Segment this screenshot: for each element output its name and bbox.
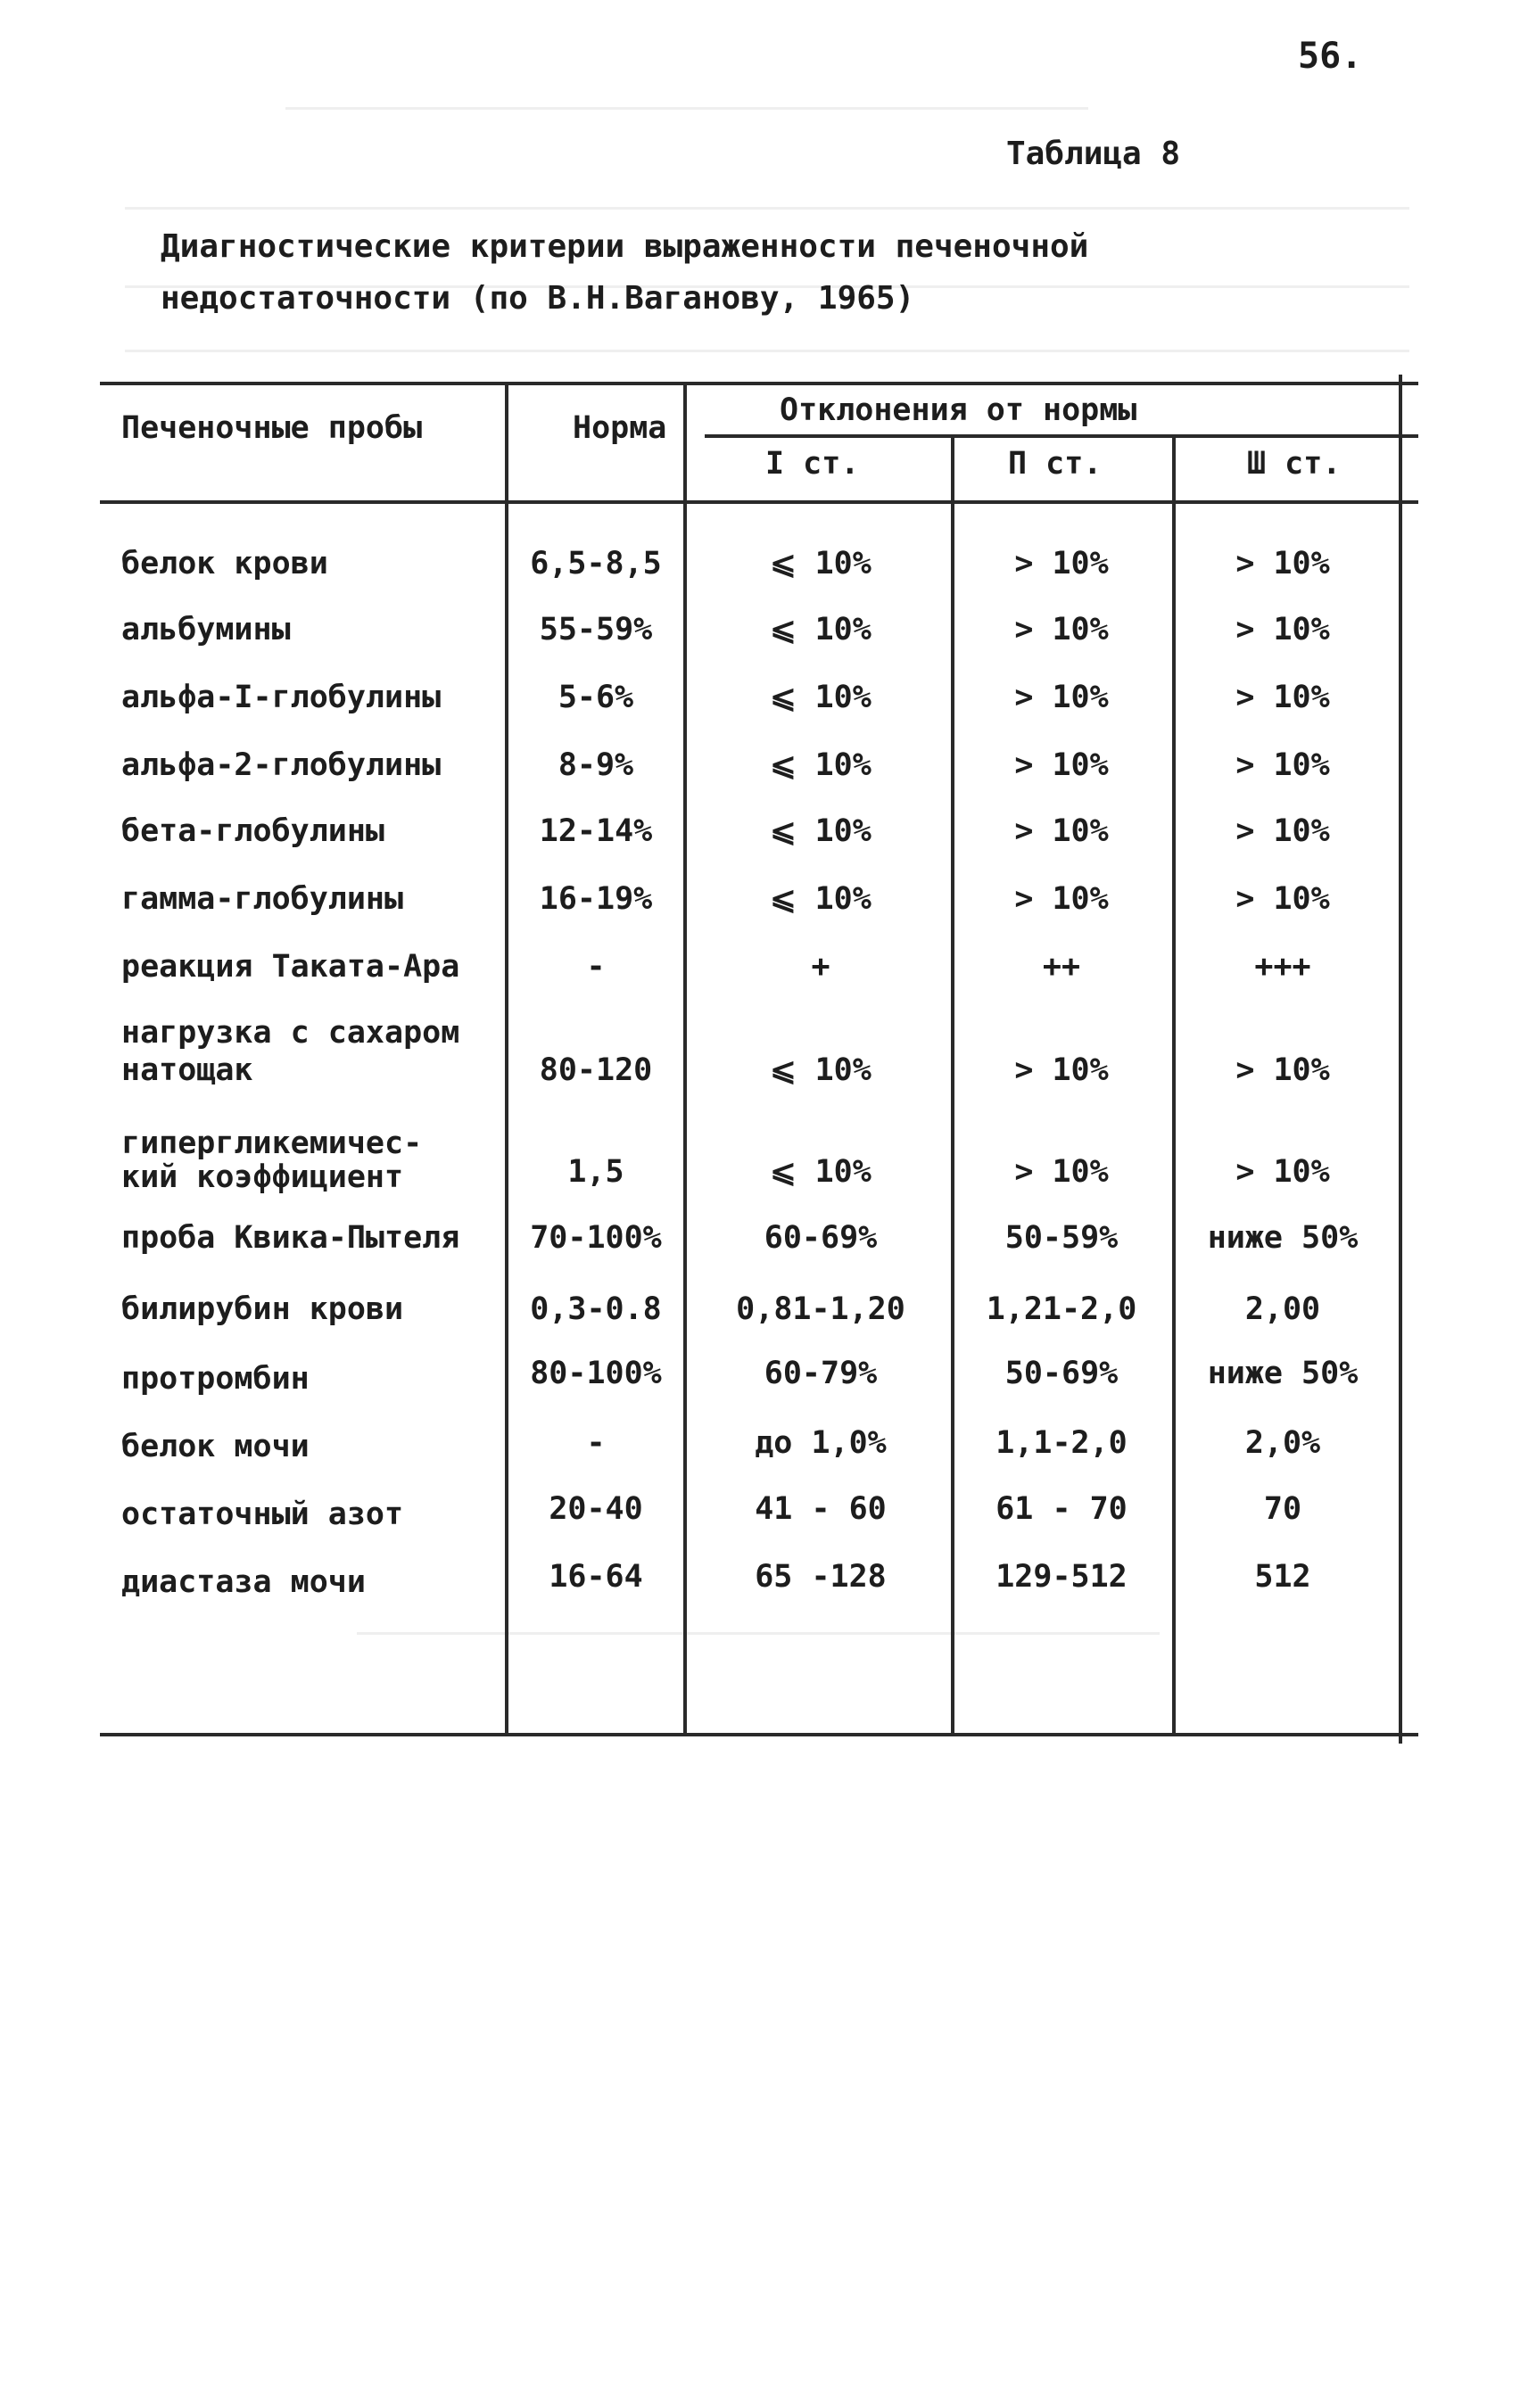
- row-degree-2: 61 - 70: [995, 1491, 1128, 1527]
- page-number: 56.: [1298, 36, 1363, 77]
- table-bottom-rule: [100, 1733, 1418, 1736]
- row-norm: -: [586, 1425, 606, 1461]
- row-degree-3: 70: [1263, 1491, 1302, 1527]
- row-test: альбумины: [121, 612, 291, 647]
- row-test-continued: кий коэффициент: [121, 1159, 404, 1195]
- row-norm: 12-14%: [539, 813, 653, 849]
- row-test: альфа-I-глобулины: [121, 680, 442, 715]
- row-test: гипергликемичес-: [121, 1126, 423, 1161]
- row-norm: 80-120: [539, 1052, 653, 1088]
- row-test: реакция Таката-Ара: [121, 949, 460, 985]
- row-degree-2: 1,21-2,0: [986, 1291, 1137, 1327]
- row-degree-2: > 10%: [1014, 1154, 1109, 1190]
- row-norm: 8-9%: [558, 747, 634, 783]
- row-degree-1: ⩽ 10%: [770, 680, 872, 715]
- table-top-rule: [100, 382, 1418, 385]
- row-degree-3: > 10%: [1235, 1052, 1330, 1088]
- row-test: проба Квика-Пытеля: [121, 1220, 460, 1256]
- row-degree-3: > 10%: [1235, 747, 1330, 783]
- row-norm: 70-100%: [530, 1220, 662, 1256]
- table-label: Таблица 8: [1006, 136, 1181, 172]
- row-degree-1: ⩽ 10%: [770, 612, 872, 647]
- row-degree-2: > 10%: [1014, 813, 1109, 849]
- row-degree-2: 129-512: [995, 1559, 1128, 1595]
- row-degree-3: > 10%: [1235, 612, 1330, 647]
- row-norm: 20-40: [549, 1491, 643, 1527]
- row-test: белок крови: [121, 546, 328, 581]
- row-test: протромбин: [121, 1361, 310, 1397]
- row-degree-3: +++: [1254, 949, 1311, 985]
- row-norm: 16-64: [549, 1559, 643, 1595]
- row-degree-3: > 10%: [1235, 1154, 1330, 1190]
- row-degree-2: 50-69%: [1004, 1356, 1119, 1391]
- row-norm: 55-59%: [539, 612, 653, 647]
- header-norm: Норма: [573, 410, 667, 446]
- row-degree-2: 1,1-2,0: [995, 1425, 1128, 1461]
- deviation-header-rule: [705, 434, 1418, 438]
- row-degree-1: 60-79%: [764, 1356, 878, 1391]
- row-norm: 80-100%: [530, 1356, 662, 1391]
- row-test: белок мочи: [121, 1429, 310, 1464]
- row-degree-2: ++: [1042, 949, 1081, 985]
- table-caption: [161, 221, 1088, 325]
- row-degree-1: 0,81-1,20: [736, 1291, 905, 1327]
- row-degree-3: > 10%: [1235, 680, 1330, 715]
- row-test-continued: натощак: [121, 1052, 253, 1088]
- header-degree-3: Ш ст.: [1247, 446, 1342, 482]
- header-deviation: Отклонения от нормы: [780, 392, 1137, 428]
- row-test: нагрузка с сахаром: [121, 1015, 460, 1051]
- row-degree-3: > 10%: [1235, 813, 1330, 849]
- row-degree-1: +: [811, 949, 830, 985]
- row-degree-3: 512: [1254, 1559, 1311, 1595]
- caption-line-1: Диагностические критерии выраженности печеночной: [161, 228, 1089, 265]
- header-degree-2: П ст.: [1008, 446, 1103, 482]
- row-test: бета-глобулины: [121, 813, 385, 849]
- row-degree-2: > 10%: [1014, 612, 1109, 647]
- row-test: диастаза мочи: [121, 1564, 366, 1600]
- row-degree-1: 41 - 60: [755, 1491, 887, 1527]
- row-test: альфа-2-глобулины: [121, 747, 442, 783]
- bleed-through-texture: [357, 1632, 1160, 1635]
- row-test: остаточный азот: [121, 1497, 404, 1532]
- row-degree-3: ниже 50%: [1207, 1220, 1359, 1256]
- row-norm: 1,5: [567, 1154, 624, 1190]
- row-degree-2: 50-59%: [1004, 1220, 1119, 1256]
- row-test: гамма-глобулины: [121, 881, 404, 917]
- bleed-through-texture: [125, 207, 1409, 210]
- row-degree-3: 2,0%: [1244, 1425, 1321, 1461]
- row-degree-1: ⩽ 10%: [770, 881, 872, 917]
- row-degree-1: ⩽ 10%: [770, 747, 872, 783]
- header-degree-1: I ст.: [765, 446, 860, 482]
- row-norm: -: [586, 949, 606, 985]
- row-degree-3: > 10%: [1235, 546, 1330, 581]
- header-tests: Печеночные пробы: [121, 410, 423, 446]
- row-degree-2: > 10%: [1014, 546, 1109, 581]
- row-degree-1: ⩽ 10%: [770, 1154, 872, 1190]
- bleed-through-texture: [285, 107, 1088, 110]
- row-degree-3: > 10%: [1235, 881, 1330, 917]
- row-norm: 5-6%: [558, 680, 634, 715]
- caption-line-2: недостаточности (по В.Н.Ваганову, 1965): [161, 280, 915, 317]
- row-degree-3: 2,00: [1244, 1291, 1321, 1327]
- row-norm: 16-19%: [539, 881, 653, 917]
- row-degree-1: ⩽ 10%: [770, 813, 872, 849]
- row-degree-1: 60-69%: [764, 1220, 878, 1256]
- row-degree-1: ⩽ 10%: [770, 1052, 872, 1088]
- row-degree-1: ⩽ 10%: [770, 546, 872, 581]
- bleed-through-texture: [125, 350, 1409, 352]
- row-degree-2: > 10%: [1014, 747, 1109, 783]
- row-degree-2: > 10%: [1014, 881, 1109, 917]
- row-test: билирубин крови: [121, 1291, 404, 1327]
- row-norm: 6,5-8,5: [530, 546, 662, 581]
- row-degree-2: > 10%: [1014, 680, 1109, 715]
- row-degree-1: 65 -128: [755, 1559, 887, 1595]
- row-degree-3: ниже 50%: [1207, 1356, 1359, 1391]
- header-bottom-rule: [100, 500, 1418, 504]
- row-norm: 0,3-0.8: [530, 1291, 662, 1327]
- row-degree-1: до 1,0%: [755, 1425, 887, 1461]
- table-right-rule: [1399, 375, 1402, 1744]
- row-degree-2: > 10%: [1014, 1052, 1109, 1088]
